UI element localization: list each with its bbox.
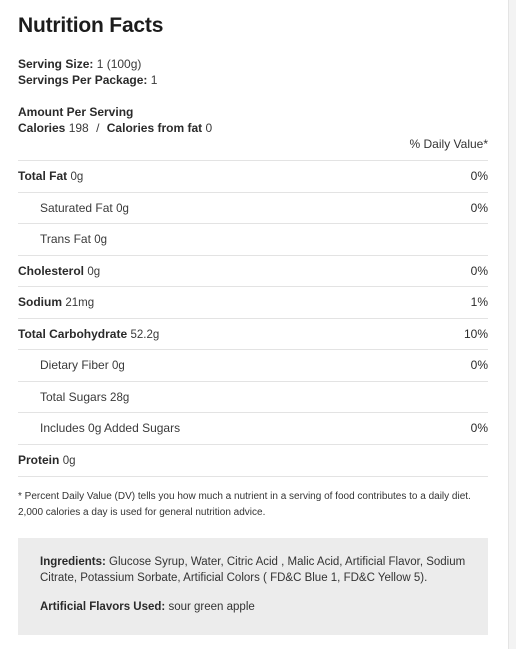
nutrient-row-total-sugars: Total Sugars 28g bbox=[18, 381, 488, 412]
serving-size-line bbox=[18, 56, 141, 72]
daily-value-pct: 1% bbox=[470, 295, 488, 309]
artificial-flavors-label: Artificial Flavors Used: bbox=[40, 601, 166, 613]
daily-value-pct: 0% bbox=[470, 264, 488, 278]
calories-line bbox=[18, 120, 212, 136]
daily-value-footnote: * Percent Daily Value (DV) tells you how much a nutrient in a serving of food contributes to a daily diet. 2,000 calories a day is used for general nutrition advice. bbox=[18, 491, 471, 518]
serving-size-label: Serving Size: bbox=[18, 57, 94, 71]
ingredients-label: Ingredients: bbox=[40, 556, 106, 568]
amount-per-serving-header: Amount Per Serving bbox=[18, 105, 134, 119]
daily-value-pct: 0% bbox=[470, 358, 488, 372]
artificial-flavors-text bbox=[40, 599, 468, 615]
page-title: Nutrition Facts bbox=[18, 14, 164, 37]
nutrient-row-trans-fat: Trans Fat 0g bbox=[18, 223, 488, 254]
calories-value: 198 bbox=[68, 121, 89, 135]
nutrient-row-protein: Protein 0g bbox=[18, 444, 488, 475]
daily-value-pct: 0% bbox=[470, 169, 488, 183]
ingredients-list: Glucose Syrup, Water, Citric Acid , Malic Acid, Artificial Flavor, Sodium Citrate, Potassium Sorbate, Artificial Colors ( FD&C Blue 1, FD&C Yellow 5). bbox=[40, 556, 466, 584]
daily-value-pct: 0% bbox=[470, 201, 488, 215]
nutrient-row-added-sugars: Includes 0g Added Sugars 0% bbox=[18, 412, 488, 443]
servings-per-package-value: 1 bbox=[150, 73, 158, 87]
nutrient-row-sodium: Sodium 21mg 1% bbox=[18, 286, 488, 317]
nutrient-row-total-fat: Total Fat 0g 0% bbox=[18, 160, 488, 191]
daily-value-header: % Daily Value* bbox=[409, 137, 488, 151]
servings-per-package-line bbox=[18, 72, 157, 88]
nutrient-row-total-carbohydrate: Total Carbohydrate 52.2g 10% bbox=[18, 318, 488, 349]
scrollbar[interactable] bbox=[508, 0, 516, 649]
serving-size-value: 1 (100g) bbox=[96, 57, 142, 71]
nutrient-row-dietary-fiber: Dietary Fiber 0g 0% bbox=[18, 349, 488, 380]
ingredients-text bbox=[40, 554, 468, 586]
nutrient-row-saturated-fat: Saturated Fat 0g 0% bbox=[18, 192, 488, 223]
calories-label: Calories bbox=[18, 121, 66, 135]
ingredients-box bbox=[18, 538, 488, 635]
artificial-flavors-value: sour green apple bbox=[168, 601, 255, 613]
daily-value-pct: 0% bbox=[470, 421, 488, 435]
calories-separator: / bbox=[96, 121, 100, 135]
daily-value-pct: 10% bbox=[463, 327, 488, 341]
divider bbox=[18, 476, 488, 477]
calories-from-fat-value: 0 bbox=[205, 121, 213, 135]
nutrient-row-cholesterol: Cholesterol 0g 0% bbox=[18, 255, 488, 286]
servings-per-package-label: Servings Per Package: bbox=[18, 73, 148, 87]
calories-from-fat-label: Calories from fat bbox=[106, 121, 203, 135]
